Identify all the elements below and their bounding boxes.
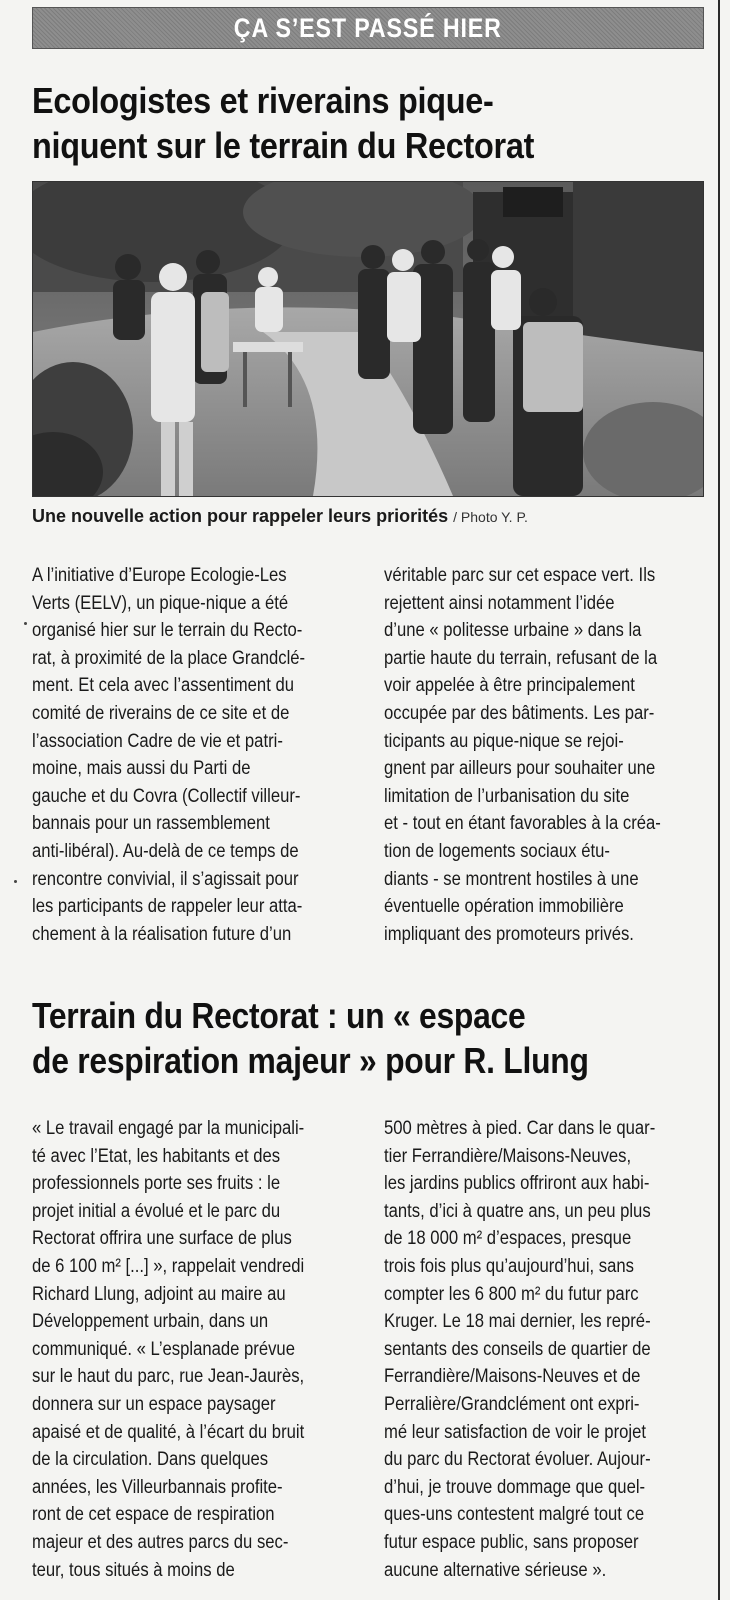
text-line: apaisé et de qualité, à l’écart du bruit <box>32 1420 305 1443</box>
text-line: Ferrandière/Maisons-Neuves et de <box>384 1365 641 1388</box>
text-line: donnera sur un espace paysager <box>32 1392 276 1415</box>
section-banner-label: ÇA S’EST PASSÉ HIER <box>234 12 502 43</box>
text-line: A l’initiative d’Europe Ecologie-Les <box>32 564 287 586</box>
text-line: diants - se montrent hostiles à une <box>384 867 639 890</box>
photo-credit: / Photo Y. P. <box>453 509 528 525</box>
text-line: « Le travail engagé par la municipali- <box>32 1117 305 1139</box>
text-line: mé leur satisfaction de voir le projet <box>384 1420 646 1443</box>
text-line: véritable parc sur cet espace vert. Ils <box>384 564 656 586</box>
article2-column-2 <box>384 1115 722 1584</box>
print-speck <box>14 880 17 883</box>
text-line: l’association Cadre de vie et patri- <box>32 729 283 752</box>
article2-headline <box>32 993 634 1083</box>
text-line: d’hui, je trouve dommage que quel- <box>384 1475 646 1498</box>
text-line: partie haute du terrain, refusant de la <box>384 646 658 669</box>
text-line: aucune alternative sérieuse ». <box>384 1558 607 1581</box>
text-line: comité de riverains de ce site et de <box>32 701 290 724</box>
text-line: organisé hier sur le terrain du Recto- <box>32 619 303 642</box>
article1-headline-line: Ecologistes et riverains pique- <box>32 80 494 121</box>
text-line: anti-libéral). Au-delà de ce temps de <box>32 839 299 862</box>
text-line: professionnels porte ses fruits : le <box>32 1172 281 1195</box>
text-line: 500 mètres à pied. Car dans le quar- <box>384 1117 656 1139</box>
text-line: Richard Llung, adjoint au maire au <box>32 1282 286 1305</box>
section-banner <box>32 7 704 49</box>
text-line: ticipants au pique-nique se rejoi- <box>384 729 624 752</box>
text-line: tants, d’ici à quatre ans, un peu plus <box>384 1199 651 1222</box>
text-line: gauche et du Covra (Collectif villeur- <box>32 784 301 807</box>
text-line: Perralière/Grandclément ont expri- <box>384 1392 640 1415</box>
caption-text: Une nouvelle action pour rappeler leurs priorités <box>32 506 449 526</box>
article2-headline-line: Terrain du Rectorat : un « espace <box>32 995 526 1036</box>
text-line: ment. Et cela avec l’assentiment du <box>32 674 294 697</box>
text-line: trois fois plus qu’aujourd’hui, sans <box>384 1254 634 1277</box>
article1-photo <box>32 181 704 497</box>
text-line: té avec l’Etat, les habitants et des <box>32 1144 281 1167</box>
text-line: d’une « politesse urbaine » dans la <box>384 619 642 642</box>
text-line: impliquant des promoteurs privés. <box>384 922 634 945</box>
text-line: rat, à proximité de la place Grandclé- <box>32 646 306 669</box>
article1-photo-caption <box>32 503 712 530</box>
text-line: ques-uns contestent malgré tout ce <box>384 1503 645 1526</box>
text-line: occupée par des bâtiments. Les par- <box>384 701 655 724</box>
text-line: moine, mais aussi du Parti de <box>32 757 251 780</box>
picnic-photo-illustration <box>33 182 703 496</box>
text-line: du parc du Rectorat évoluer. Aujour- <box>384 1448 651 1471</box>
article2-column-1 <box>32 1115 370 1584</box>
text-line: tier Ferrandière/Maisons-Neuves, <box>384 1144 632 1167</box>
text-line: sur le haut du parc, rue Jean-Jaurès, <box>32 1365 305 1388</box>
article2-headline-line: de respiration majeur » pour R. Llung <box>32 1040 589 1081</box>
text-line: Kruger. Le 18 mai dernier, les repré- <box>384 1310 651 1333</box>
text-line: de la circulation. Dans quelques <box>32 1448 269 1471</box>
text-line: Rectorat offrira une surface de plus <box>32 1227 292 1250</box>
text-line: chement à la réalisation future d’un <box>32 922 292 945</box>
text-line: de 6 100 m² [...] », rappelait vendredi <box>32 1254 305 1277</box>
text-line: gnent par ailleurs pour souhaiter une <box>384 757 656 780</box>
text-line: teur, tous situés à moins de <box>32 1558 235 1581</box>
text-line: bannais pour un rassemblement <box>32 812 270 835</box>
text-line: rejettent ainsi notamment l’idée <box>384 591 615 614</box>
text-line: et - tout en étant favorables à la créa- <box>384 812 661 835</box>
text-line: compter les 6 800 m² du futur parc <box>384 1282 639 1305</box>
text-line: années, les Villeurbannais profite- <box>32 1475 283 1498</box>
article1-headline <box>32 78 644 168</box>
text-line: futur espace public, sans proposer <box>384 1530 639 1553</box>
text-line: Verts (EELV), un pique-nique a été <box>32 591 289 614</box>
text-line: Développement urbain, dans un <box>32 1310 269 1333</box>
article1-column-1 <box>32 562 370 948</box>
text-line: majeur et des autres parcs du sec- <box>32 1530 289 1553</box>
article1-headline-line: niquent sur le terrain du Rectorat <box>32 125 535 166</box>
text-line: éventuelle opération immobilière <box>384 895 624 918</box>
text-line: voir appelée à être principalement <box>384 674 635 697</box>
text-line: communiqué. « L’esplanade prévue <box>32 1337 295 1360</box>
text-line: les jardins publics offriront aux habi- <box>384 1172 650 1195</box>
text-line: tion de logements sociaux étu- <box>384 839 610 862</box>
text-line: limitation de l’urbanisation du site <box>384 784 630 807</box>
text-line: rencontre convivial, il s’agissait pour <box>32 867 299 890</box>
text-line: ront de cet espace de respiration <box>32 1503 275 1526</box>
text-line: de 18 000 m² d’espaces, presque <box>384 1227 632 1250</box>
text-line: les participants de rappeler leur atta- <box>32 895 303 918</box>
text-line: sentants des conseils de quartier de <box>384 1337 651 1360</box>
text-line: projet initial a évolué et le parc du <box>32 1199 281 1222</box>
print-speck <box>24 622 27 625</box>
article1-column-2 <box>384 562 722 948</box>
